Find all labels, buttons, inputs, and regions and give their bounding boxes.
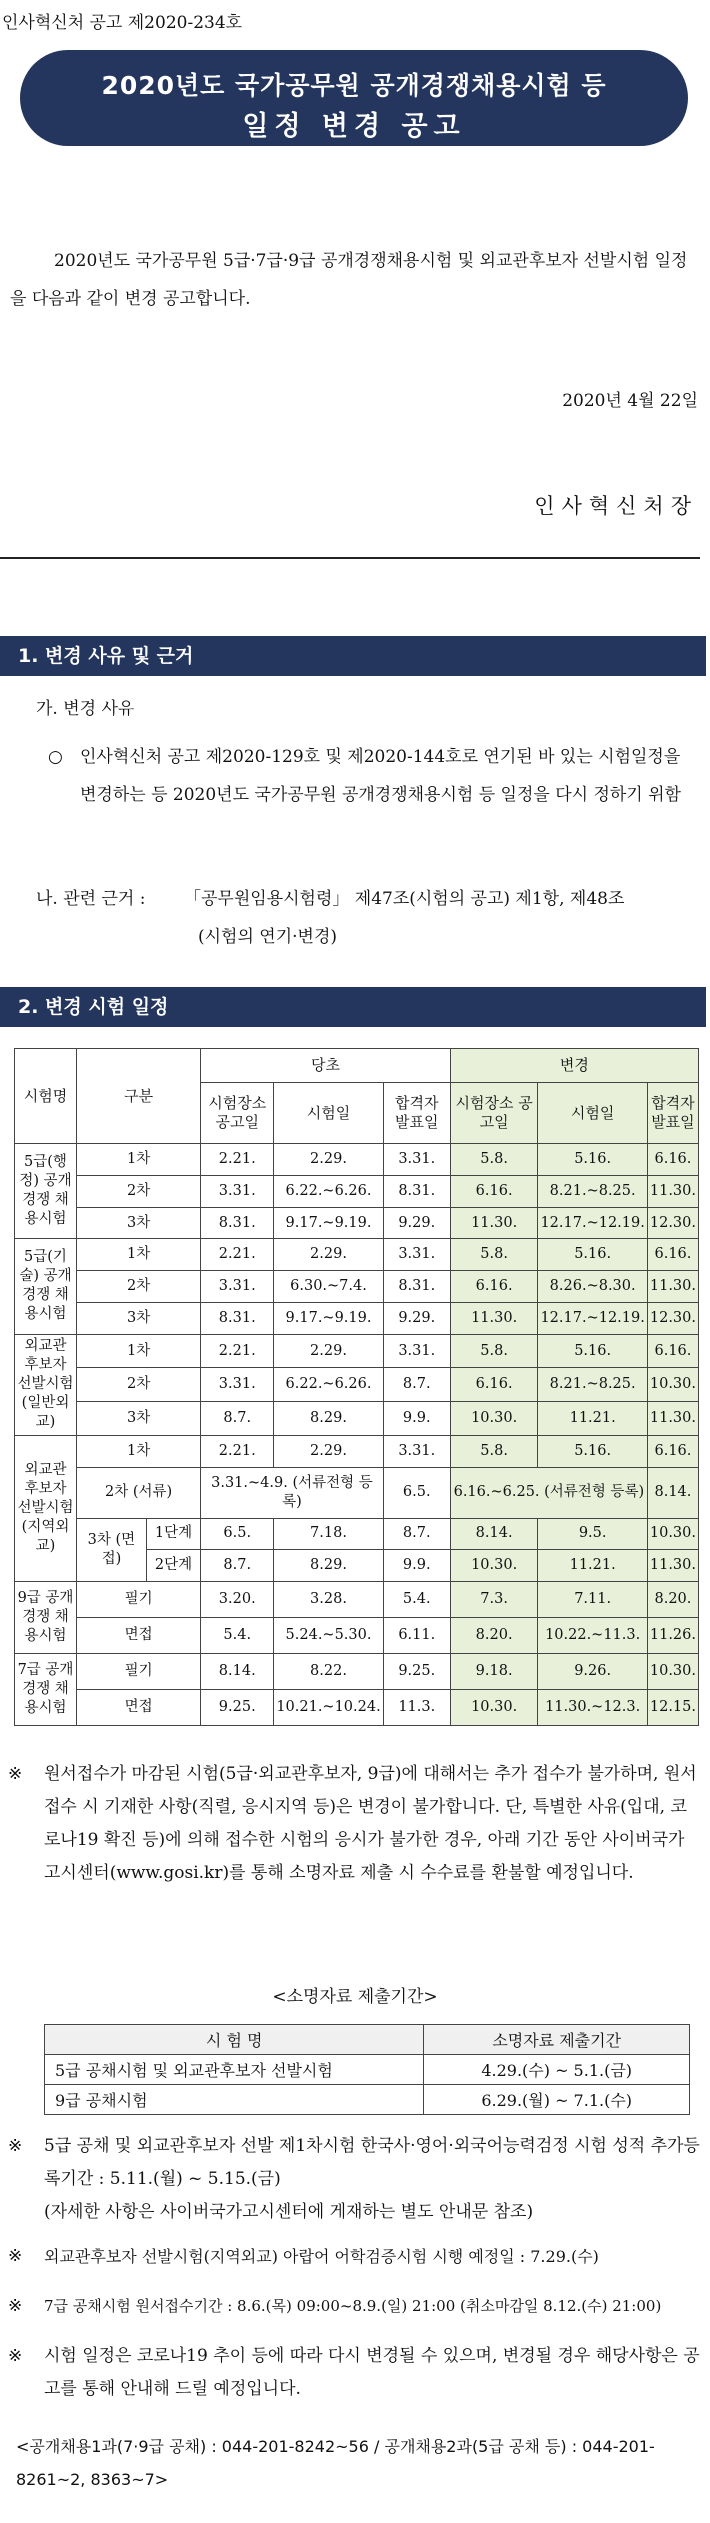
cell: 9.5. <box>538 1518 647 1550</box>
cell: 6.16. <box>647 1334 698 1368</box>
stage-cell: 필기 <box>77 1582 201 1618</box>
note-mark: ※ <box>8 2346 23 2366</box>
cell: 8.20. <box>450 1618 538 1654</box>
table-row <box>15 1582 699 1618</box>
cell: 6.29.(월) ~ 7.1.(수) <box>424 2085 690 2115</box>
cell: 9.9. <box>383 1550 450 1582</box>
period-table <box>44 2024 690 2115</box>
period-caption: <소명자료 제출기간> <box>272 1987 438 2007</box>
cell: 11.21. <box>538 1402 647 1436</box>
reason-text: 인사혁신처 공고 제2020-129호 및 제2020-144호로 연기된 바 있는 시험일정을 변경하는 등 2020년도 국가공무원 공개경쟁채용시험 등 일정을 다시 정하기 위함 <box>80 747 681 805</box>
sub-stage-cell: 2단계 <box>146 1550 200 1582</box>
cell: 5.16. <box>538 1239 647 1271</box>
table-row <box>15 1467 699 1518</box>
stage-cell: 3차 <box>77 1207 201 1239</box>
stage-cell: 필기 <box>77 1654 201 1690</box>
cell: 6.16. <box>647 1436 698 1468</box>
cell: 2.29. <box>274 1436 383 1468</box>
cell: 3.31. <box>383 1334 450 1368</box>
stage-cell: 면접 <box>77 1689 201 1725</box>
cell: 5.8. <box>450 1239 538 1271</box>
cell: 6.16. <box>450 1368 538 1402</box>
note-5 <box>8 2340 700 2406</box>
section-1-heading: 1. 변경 사유 및 근거 <box>0 636 706 676</box>
note-mark: ※ <box>8 2296 23 2316</box>
cell: 9.18. <box>450 1654 538 1690</box>
cell: 9급 공채시험 <box>45 2085 424 2115</box>
cell: 5.8. <box>450 1436 538 1468</box>
cell: 8.7. <box>383 1518 450 1550</box>
table-row <box>15 1654 699 1690</box>
cell: 6.30.~7.4. <box>274 1271 383 1303</box>
cell: 9.29. <box>383 1302 450 1334</box>
cell: 6.22.~6.26. <box>274 1175 383 1207</box>
exam-name: 5급(기술) 공개경쟁 채용시험 <box>15 1239 77 1334</box>
cell: 11.26. <box>647 1618 698 1654</box>
title-line-1: 2020년도 국가공무원 공개경쟁채용시험 등 <box>101 71 607 100</box>
cell: 6.16. <box>647 1239 698 1271</box>
period-header-name: 시 험 명 <box>45 2025 424 2055</box>
stage-cell: 1차 <box>77 1144 201 1176</box>
title-line-2: 일정 변경 공고 <box>242 111 466 142</box>
note-1 <box>8 1758 700 1890</box>
cell: 5.16. <box>538 1144 647 1176</box>
cell: 3.31. <box>201 1175 274 1207</box>
cell: 6.22.~6.26. <box>274 1368 383 1402</box>
note-mark: ※ <box>8 2246 23 2266</box>
cell: 11.30. <box>647 1550 698 1582</box>
stage-cell: 1차 <box>77 1436 201 1468</box>
exam-name: 5급(행정) 공개경쟁 채용시험 <box>15 1144 77 1239</box>
stage-cell: 면접 <box>77 1618 201 1654</box>
table-row <box>15 1144 699 1176</box>
cell: 8.29. <box>274 1402 383 1436</box>
table-row <box>15 1175 699 1207</box>
header-result-changed: 합격자 발표일 <box>647 1082 698 1143</box>
cell: 2.21. <box>201 1239 274 1271</box>
cell: 6.5. <box>201 1518 274 1550</box>
cell: 11.3. <box>383 1689 450 1725</box>
cell: 3.31. <box>383 1239 450 1271</box>
note-2-subtext: (자세한 사항은 사이버국가고시센터에 게재하는 별도 안내문 참조) <box>44 2202 534 2222</box>
header-date-original: 시험일 <box>274 1082 383 1143</box>
reason-heading: 가. 변경 사유 <box>36 699 135 719</box>
cell: 8.21.~8.25. <box>538 1368 647 1402</box>
cell: 10.21.~10.24. <box>274 1689 383 1725</box>
note-mark: ※ <box>8 1764 23 1784</box>
cell: 11.30. <box>450 1207 538 1239</box>
cell: 2.21. <box>201 1144 274 1176</box>
cell: 6.16. <box>647 1144 698 1176</box>
stage-cell: 3차 <box>77 1402 201 1436</box>
sub-stage-cell: 1단계 <box>146 1518 200 1550</box>
cell: 6.11. <box>383 1618 450 1654</box>
table-row <box>15 1207 699 1239</box>
basis-text: 「공무원임용시험령」 제47조(시험의 공고) 제1항, 제48조 <box>184 889 625 909</box>
header-result-original: 합격자 발표일 <box>383 1082 450 1143</box>
cell: 2.21. <box>201 1334 274 1368</box>
cell: 5.16. <box>538 1334 647 1368</box>
note-3 <box>8 2240 700 2273</box>
cell: 8.7. <box>201 1550 274 1582</box>
cell: 8.29. <box>274 1550 383 1582</box>
header-changed: 변경 <box>450 1049 698 1083</box>
cell: 3.31. <box>201 1271 274 1303</box>
cell: 11.30.~12.3. <box>538 1689 647 1725</box>
table-row <box>15 1618 699 1654</box>
cell: 8.20. <box>647 1582 698 1618</box>
cell: 10.30. <box>450 1689 538 1725</box>
table-row <box>15 1518 699 1550</box>
table-row <box>45 2085 690 2115</box>
cell: 10.30. <box>450 1402 538 1436</box>
notice-date: 2020년 4월 22일 <box>562 391 698 411</box>
cell: 9.29. <box>383 1207 450 1239</box>
cell: 3.31. <box>383 1144 450 1176</box>
cell: 7.3. <box>450 1582 538 1618</box>
intro-paragraph: 2020년도 국가공무원 5급·7급·9급 공개경쟁채용시험 및 외교관후보자 선발시험 일정을 다음과 같이 변경 공고합니다. <box>10 251 688 309</box>
header-original: 당초 <box>201 1049 451 1083</box>
cell: 12.30. <box>647 1207 698 1239</box>
header-exam: 시험명 <box>15 1049 77 1144</box>
cell: 10.22.~11.3. <box>538 1618 647 1654</box>
cell: 8.14. <box>647 1467 698 1518</box>
section-2-heading: 2. 변경 시험 일정 <box>0 987 706 1027</box>
cell: 5.4. <box>383 1582 450 1618</box>
cell: 8.26.~8.30. <box>538 1271 647 1303</box>
cell: 5.8. <box>450 1334 538 1368</box>
note-2 <box>8 2130 700 2229</box>
cell: 12.15. <box>647 1689 698 1725</box>
table-row <box>15 1302 699 1334</box>
cell: 2.21. <box>201 1436 274 1468</box>
title-banner <box>20 50 688 146</box>
exam-name: 외교관 후보자 선발시험 (지역외교) <box>15 1436 77 1582</box>
cell: 3.28. <box>274 1582 383 1618</box>
stage-cell: 2차 <box>77 1175 201 1207</box>
stage-cell: 1차 <box>77 1239 201 1271</box>
table-row <box>15 1271 699 1303</box>
cell: 12.17.~12.19. <box>538 1302 647 1334</box>
cell: 7.11. <box>538 1582 647 1618</box>
cell: 11.30. <box>647 1271 698 1303</box>
cell: 12.17.~12.19. <box>538 1207 647 1239</box>
bullet-circle: ○ <box>48 747 63 767</box>
cell: 11.30. <box>450 1302 538 1334</box>
cell: 10.30. <box>647 1518 698 1550</box>
cell: 7.18. <box>274 1518 383 1550</box>
cell: 5.4. <box>201 1618 274 1654</box>
cell: 9.17.~9.19. <box>274 1302 383 1334</box>
exam-name: 9급 공개경쟁 채용시험 <box>15 1582 77 1654</box>
header-date-changed: 시험일 <box>538 1082 647 1143</box>
cell: 8.31. <box>201 1207 274 1239</box>
note-1-text: 원서접수가 마감된 시험(5급·외교관후보자, 9급)에 대해서는 추가 접수가 불가하며, 원서접수 시 기재한 사항(직렬, 응시지역 등)은 변경이 불가합니다. 단, 특별한 사유(입대, 코로나19 확진 등)에 의해 접수한 시험의 응시가 불가한 경우, 아래 기간 동안 사이버국가고시센터(www.gosi.kr)를 통해 소명자료 제출 시 수수료를 환불할 예정입니다. <box>44 1764 697 1883</box>
stage-cell: 2차 <box>77 1368 201 1402</box>
header-stage: 구분 <box>77 1049 201 1144</box>
stage-cell: 2차 <box>77 1271 201 1303</box>
cell: 5.24.~5.30. <box>274 1618 383 1654</box>
cell: 8.14. <box>201 1654 274 1690</box>
cell: 9.25. <box>383 1654 450 1690</box>
cell: 2.29. <box>274 1144 383 1176</box>
table-row <box>15 1368 699 1402</box>
header-notice-original: 시험장소 공고일 <box>201 1082 274 1143</box>
period-header-period: 소명자료 제출기간 <box>424 2025 690 2055</box>
merged-cell: 3.31.~4.9. (서류전형 등록) <box>201 1467 384 1518</box>
note-5-text: 시험 일정은 코로나19 추이 등에 따라 다시 변경될 수 있으며, 변경될 경우 해당사항은 공고를 통해 안내해 드릴 예정입니다. <box>44 2346 700 2399</box>
cell: 5.16. <box>538 1436 647 1468</box>
cell: 8.31. <box>201 1302 274 1334</box>
note-2-text: 5급 공채 및 외교관후보자 선발 제1차시험 한국사·영어·외국어능력검정 시험 성적 추가등록기간 : 5.11.(월) ~ 5.15.(금) <box>44 2136 700 2189</box>
table-row <box>15 1239 699 1271</box>
cell: 8.21.~8.25. <box>538 1175 647 1207</box>
cell: 10.30. <box>450 1550 538 1582</box>
note-3-text: 외교관후보자 선발시험(지역외교) 아랍어 어학검증시험 시행 예정일 : 7.29.(수) <box>44 2247 599 2266</box>
table-row <box>15 1402 699 1436</box>
cell: 3.20. <box>201 1582 274 1618</box>
basis-label: 나. 관련 근거 : <box>36 889 146 909</box>
exam-name: 7급 공개경쟁 채용시험 <box>15 1654 77 1726</box>
header-notice-changed: 시험장소 공고일 <box>450 1082 538 1143</box>
note-4 <box>8 2290 700 2323</box>
notice-number: 인사혁신처 공고 제2020-234호 <box>2 13 243 33</box>
contact-info: <공개채용1과(7·9급 공채) : 044-201-8242~56 / 공개채용2과(5급 공채 등) : 044-201-8261~2, 8363~7> <box>16 2437 655 2489</box>
note-4-text: 7급 공채시험 원서접수기간 : 8.6.(목) 09:00~8.9.(일) 21:00 (취소마감일 8.12.(수) 21:00) <box>44 2297 662 2315</box>
cell: 2.29. <box>274 1334 383 1368</box>
note-mark: ※ <box>8 2136 23 2156</box>
basis-text-2: (시험의 연기·변경) <box>198 927 338 947</box>
cell: 10.30. <box>647 1368 698 1402</box>
stage-cell: 2차 (서류) <box>77 1467 201 1518</box>
cell: 10.30. <box>647 1654 698 1690</box>
cell: 8.31. <box>383 1175 450 1207</box>
cell: 8.31. <box>383 1271 450 1303</box>
stage-cell: 3차 (면접) <box>77 1518 147 1581</box>
cell: 6.5. <box>383 1467 450 1518</box>
cell: 9.17.~9.19. <box>274 1207 383 1239</box>
cell: 3.31. <box>201 1368 274 1402</box>
cell: 2.29. <box>274 1239 383 1271</box>
cell: 4.29.(수) ~ 5.1.(금) <box>424 2055 690 2085</box>
divider <box>0 557 700 559</box>
cell: 11.30. <box>647 1402 698 1436</box>
stage-cell: 3차 <box>77 1302 201 1334</box>
cell: 3.31. <box>383 1436 450 1468</box>
cell: 6.16. <box>450 1175 538 1207</box>
cell: 8.22. <box>274 1654 383 1690</box>
table-row <box>15 1436 699 1468</box>
organization-name: 인사혁신처장 <box>534 494 698 518</box>
cell: 6.16. <box>450 1271 538 1303</box>
table-row <box>45 2055 690 2085</box>
cell: 9.9. <box>383 1402 450 1436</box>
cell: 9.25. <box>201 1689 274 1725</box>
cell: 8.14. <box>450 1518 538 1550</box>
table-row <box>15 1334 699 1368</box>
cell: 5급 공채시험 및 외교관후보자 선발시험 <box>45 2055 424 2085</box>
schedule-table <box>14 1048 699 1726</box>
cell: 8.7. <box>201 1402 274 1436</box>
stage-cell: 1차 <box>77 1334 201 1368</box>
cell: 11.21. <box>538 1550 647 1582</box>
cell: 9.26. <box>538 1654 647 1690</box>
cell: 11.30. <box>647 1175 698 1207</box>
merged-cell: 6.16.~6.25. (서류전형 등록) <box>450 1467 647 1518</box>
table-row <box>15 1689 699 1725</box>
cell: 12.30. <box>647 1302 698 1334</box>
cell: 8.7. <box>383 1368 450 1402</box>
exam-name: 외교관 후보자 선발시험 (일반외교) <box>15 1334 77 1436</box>
cell: 5.8. <box>450 1144 538 1176</box>
